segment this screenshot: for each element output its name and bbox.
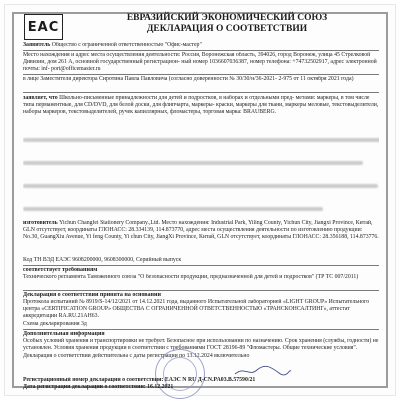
document-title	[75, 13, 379, 35]
representative-tail: 2-975 от 11 октября 2021 года)	[278, 76, 354, 82]
product-block	[23, 95, 379, 123]
registration-date-block	[23, 384, 379, 391]
applicant-rule-2	[23, 73, 379, 75]
validity-line: Декларация о соответствии действительна с даты регистрации по 13.12.2024 включительно	[23, 353, 250, 359]
applicant-rule-1	[23, 49, 379, 51]
product-line-3: капиллярных, фломастеры, торговая марка: BRAUBERG.	[134, 108, 277, 115]
product-line-1: метами: маркеры, в том числе типа перманентные, для CD/DVD, для белой доски, для флипчарта, маркеры-	[23, 95, 370, 108]
applicant-name: Общество с ограниченной ответственностью "Офис-мастер"	[51, 42, 202, 48]
manufacturer-text: Yichun Changfei Stationery Company.,Ltd. Место нахождения: Industrial Park, Yiling County, Yichun City, Jiangxi Province, Китай, GLN отсутствует, координаты ГЛОНАСС: 28.334139, 114.873770, адрес места осуществления деятельности по изготовлению продукции: No.30, GuangXiu Avenue, Yi feng County, Yi chun City, JiangXi Province, Китай, GLN отсутствует, координаты ГЛОНАСС: 28.356188, 114.873776.	[23, 220, 379, 240]
basis-text: Протокола испытаний № 8919/S-14/12/2021 от 14.12.2021 года, выданного Испытательной лабораторией «LIGHT GROUP» Испытательного центра «CERTIFICATION GROUP» ОБЩЕСТВА С ОГРАНИЧЕННОЙ ОТВЕТСТВЕННОСТЬЮ «ТРАНСКОНСАЛТИНГ», аттестат аккредитации RA.RU.21AH63.	[23, 299, 370, 319]
manufacturer-block	[23, 220, 379, 256]
requirements-rule	[23, 289, 379, 291]
signature-scribble	[233, 365, 293, 377]
representative-rule	[23, 91, 379, 93]
validity-block	[23, 353, 379, 360]
requirements-text-block	[23, 274, 379, 288]
basis-head: Декларация о соответствии принята на основании	[23, 292, 161, 298]
basis-heading	[23, 292, 379, 299]
additional-head: Дополнительная информация	[23, 331, 105, 337]
basis-rule	[23, 328, 379, 330]
applicant-block	[23, 42, 379, 49]
codes-rule	[23, 264, 379, 266]
product-start: Школьно-письменные принадлежности для детей и подростков, в наборах и отдельными пред-	[59, 95, 295, 101]
additional-text-block	[23, 338, 379, 352]
declaration-document	[4, 4, 396, 396]
tn-ved-codes: Код ТН ВЭД ЕАЭС 9608200000, 9608300000, Серийный выпуск	[23, 257, 182, 263]
eac-logo: ЕАС	[24, 14, 63, 40]
declares-label: заявляет, что	[23, 95, 58, 101]
registration-number: Регистрационный номер декларации о соответствии: ЕАЭС N RU Д-CN.PA03.B.57590/21	[23, 377, 256, 383]
seal-stamp	[155, 349, 205, 399]
basis-text-block	[23, 299, 379, 320]
codes-block	[23, 257, 379, 264]
applicant-label: Заявитель	[23, 42, 51, 48]
requirements-heading	[23, 267, 379, 274]
scheme-block	[23, 321, 379, 328]
applicant-email: port@officemaster.ru	[51, 65, 101, 72]
title-declaration: ДЕКЛАРАЦИЯ О СООТВЕТСТВИИ	[146, 24, 308, 34]
registration-date: Дата регистрации декларации о соответствии: 16.12.2021	[23, 384, 174, 390]
representative-block	[23, 76, 379, 90]
declaration-scheme: Схема декларирования 3д	[23, 321, 87, 327]
applicant-address-block	[23, 52, 379, 72]
additional-heading	[23, 331, 379, 338]
applicant-reg: ный номер 1036607036387, номер телефона: +74732502917, адрес электронной почты: inf-	[23, 58, 377, 72]
representative-text: в лице Заместителя директора Сиротина Павла Павловича (согласно доверенности № 30/30/н/36-2021-	[23, 76, 278, 82]
applicant-address: Место нахождения и адрес места осуществления деятельности: Россия, Воронежская область, 394026, город Воронеж, улица 45 Стрелковой Дивизии, дом 261 А, основной государственный регистрацион-	[23, 52, 371, 65]
additional-text: Особых условий хранения и транспортировки не требует. Безопасное при использовании по назначению. Срок хранения (службы, годности) не установлен. Условия хранения продукции в соответствии с требованиями ГОСТ 28196-89 "Фломастеры. Общие технические условия".	[23, 338, 379, 351]
registration-number-block	[23, 377, 379, 384]
manufacturer-label: изготовитель	[23, 220, 58, 226]
requirements-text: Технического регламента Таможенного союза "О безопасности продукции, предназначенной для детей и подростков" (ТР ТС 007/2011)	[23, 274, 359, 280]
title-union: ЕВРАЗИЙСКИЙ ЭКОНОМИЧЕСКИЙ СОЮЗ	[126, 13, 328, 23]
product-line-2: краски, маркеры для ткани, маркеры меловые, текстовыделители, наборы маркеров, текстовыделителей, ручек	[23, 101, 379, 115]
redacted-region	[23, 127, 379, 219]
requirements-head: соответствует требованиям	[23, 267, 98, 273]
